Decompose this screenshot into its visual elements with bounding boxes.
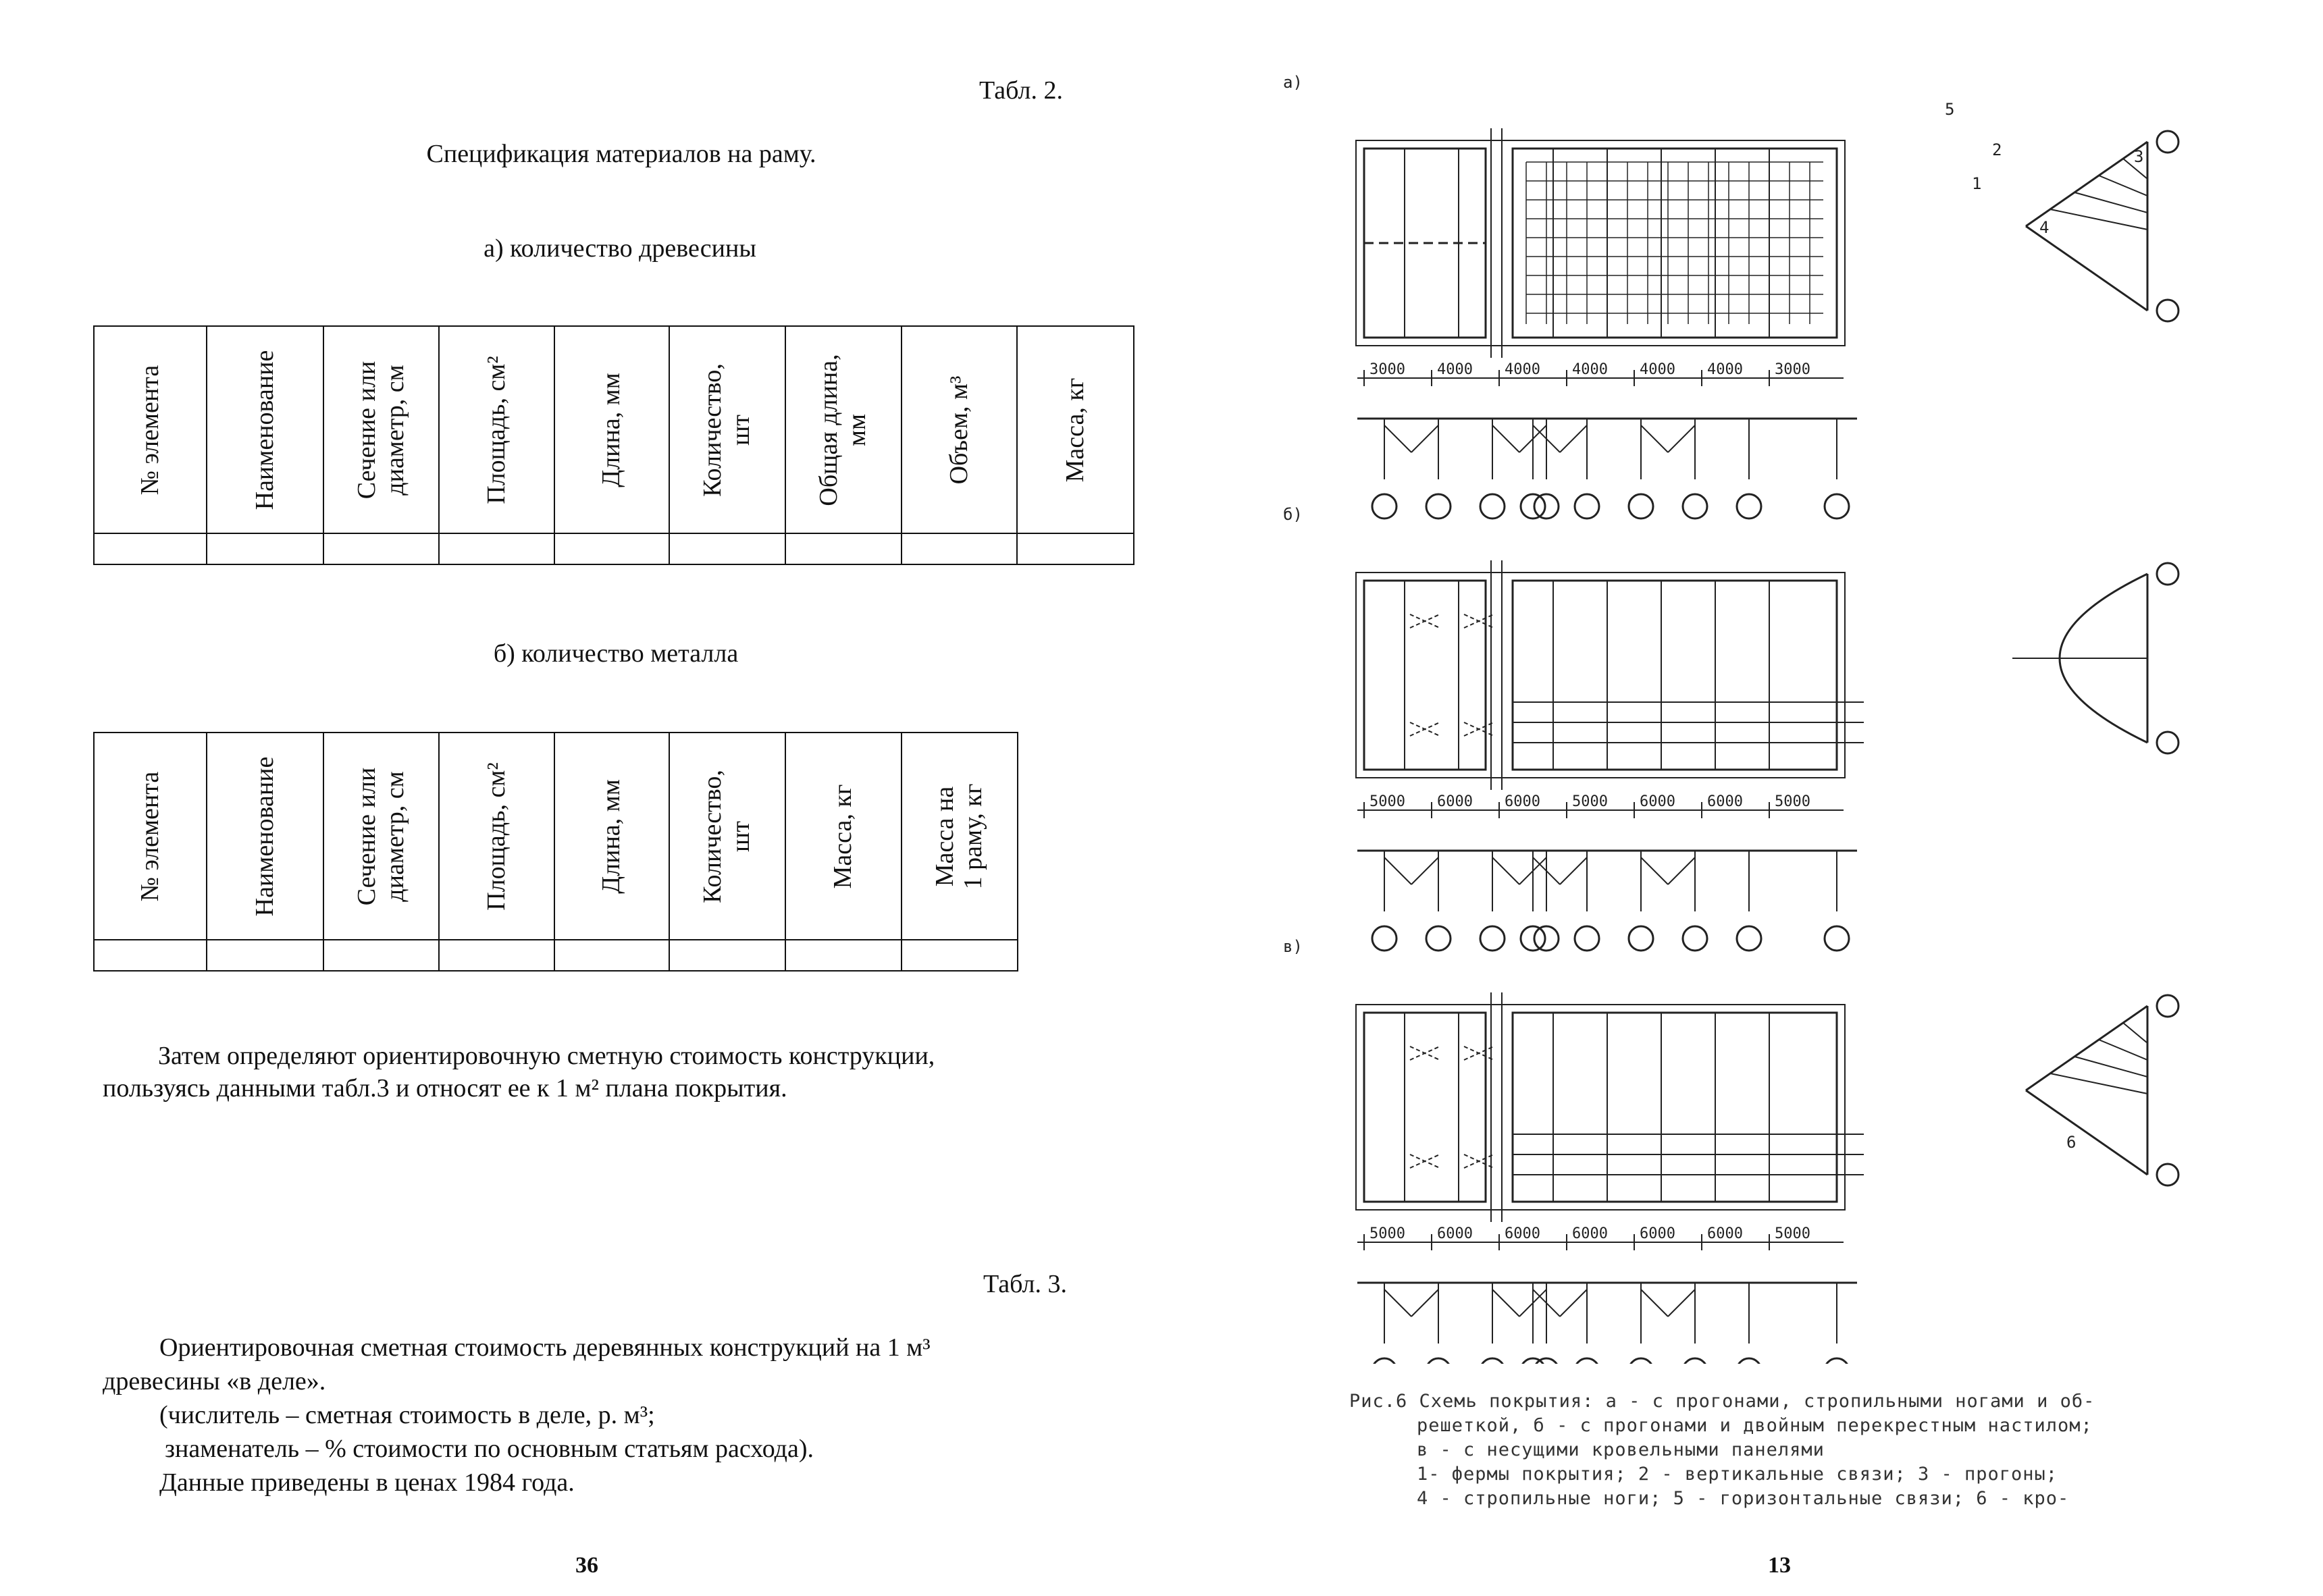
header-cell: Масса, кг: [1017, 326, 1134, 533]
scheme-label: б): [1283, 505, 1303, 524]
metal-spec-table: [93, 732, 1018, 972]
truss-member: [1411, 857, 1438, 884]
scheme-label: в): [1283, 937, 1303, 956]
truss-member: [1560, 857, 1587, 884]
paragraph-line-3: (числитель – сметная стоимость в деле, р. м³;: [159, 1401, 655, 1429]
support-circle: [1534, 926, 1559, 951]
header-cell: Масса на 1 раму, кг: [902, 733, 1018, 940]
plan-right-half: [1513, 581, 1837, 770]
plan-outline: [1356, 1005, 1845, 1210]
support-circle: [1825, 1358, 1849, 1364]
support-circle: [1737, 1358, 1761, 1364]
support-circle: [1480, 1358, 1505, 1364]
dimension-label: 4000: [1640, 361, 1675, 378]
section-rafter: [2026, 1090, 2147, 1175]
figure-caption-line-5: 4 - стропильные ноги; 5 - горизонтальные связи; 6 - кро-: [1417, 1488, 2070, 1509]
dimension-label: 6000: [1640, 793, 1675, 810]
dimension-label: 4000: [1505, 361, 1540, 378]
support-circle: [1372, 494, 1397, 518]
dimension-label: 5000: [1775, 1225, 1810, 1242]
figure-caption-line-2: решеткой, б - с прогонами и двойным перекрестным настилом;: [1417, 1415, 2093, 1436]
paragraph-line-1: Ориентировочная сметная стоимость деревянных конструкций на 1 м³: [159, 1333, 931, 1362]
section-support-circle: [2157, 300, 2178, 321]
truss-member: [1641, 1289, 1668, 1316]
paragraph-line-4: знаменатель – % стоимости по основным статьям расхода).: [165, 1435, 814, 1463]
paragraph-cost: Затем определяют ориентировочную сметную стоимость конструкции, пользуясь данными табл.3 и относят ее к 1 м² плана покрытия.: [103, 1042, 935, 1102]
section-support-circle: [2157, 732, 2178, 753]
wood-spec-table: [93, 325, 1134, 565]
dimension-label: 4000: [1707, 361, 1743, 378]
paragraph-line-2: древесины «в деле».: [103, 1367, 326, 1395]
scheme-label: а): [1283, 73, 1303, 92]
plan-outline: [1356, 573, 1845, 778]
section-b-heading: б) количество металла: [493, 639, 739, 668]
dimension-label: 6000: [1505, 1225, 1540, 1242]
page-number-left: 36: [575, 1553, 598, 1578]
section-lattice: [2099, 176, 2147, 196]
section-rafter: [2026, 142, 2147, 226]
table2-label: Табл. 2.: [979, 76, 1063, 105]
header-cell: Наименование: [207, 326, 323, 533]
section-lattice: [2074, 1057, 2147, 1077]
truss-member: [1641, 857, 1668, 884]
support-circle: [1683, 494, 1707, 518]
support-circle: [1629, 926, 1653, 951]
support-circle: [1737, 494, 1761, 518]
spec-title: Спецификация материалов на раму.: [426, 140, 816, 168]
support-circle: [1683, 926, 1707, 951]
support-circle: [1575, 926, 1599, 951]
section-support-circle: [2157, 1164, 2178, 1186]
truss-member: [1411, 1289, 1438, 1316]
truss-member: [1641, 425, 1668, 452]
support-circle: [1825, 926, 1849, 951]
section-lattice: [2074, 192, 2147, 213]
callout-number: 6: [2066, 1133, 2077, 1152]
header-cell: Длина, мм: [554, 733, 669, 940]
section-lattice: [2050, 209, 2147, 230]
header-cell: Масса, кг: [785, 733, 902, 940]
truss-member: [1411, 425, 1438, 452]
callout-number: 4: [2039, 218, 2050, 237]
support-circle: [1426, 494, 1451, 518]
dimension-label: 6000: [1437, 793, 1473, 810]
support-circle: [1480, 926, 1505, 951]
header-cell: Наименование: [207, 733, 323, 940]
truss-member: [1668, 425, 1695, 452]
header-cell: Количество, шт: [669, 733, 785, 940]
truss-member: [1668, 1289, 1695, 1316]
dimension-label: 4000: [1437, 361, 1473, 378]
support-circle: [1372, 926, 1397, 951]
support-circle: [1629, 1358, 1653, 1364]
support-circle: [1575, 1358, 1599, 1364]
plan-right-half: [1513, 149, 1837, 338]
callout-number: 2: [1992, 140, 2002, 159]
support-circle: [1426, 1358, 1451, 1364]
header-cell: Сечение или диаметр, см: [323, 733, 439, 940]
table-row: [94, 940, 1018, 971]
support-circle: [1683, 1358, 1707, 1364]
dimension-label: 4000: [1572, 361, 1608, 378]
figure-caption-line-3: в - с несущими кровельными панелями: [1417, 1439, 1825, 1460]
support-circle: [1372, 1358, 1397, 1364]
section-support-circle: [2157, 563, 2178, 585]
truss-member: [1492, 425, 1519, 452]
dimension-label: 6000: [1640, 1225, 1675, 1242]
truss-member: [1492, 857, 1519, 884]
dimension-label: 6000: [1437, 1225, 1473, 1242]
truss-member: [1384, 1289, 1411, 1316]
dimension-label: 6000: [1505, 793, 1540, 810]
dimension-label: 6000: [1572, 1225, 1608, 1242]
support-circle: [1629, 494, 1653, 518]
header-cell: № элемента: [94, 326, 207, 533]
figure-caption-line-4: 1- фермы покрытия; 2 - вертикальные связи; 3 - прогоны;: [1417, 1464, 2058, 1485]
header-cell: Площадь, см²: [439, 733, 554, 940]
header-cell: Общая длина, мм: [785, 326, 902, 533]
plan-left-half: [1364, 1013, 1486, 1202]
dimension-label: 6000: [1707, 793, 1743, 810]
section-support-circle: [2157, 131, 2178, 153]
callout-number: 5: [1945, 100, 1955, 119]
table-row: [94, 533, 1134, 564]
callout-number: 1: [1972, 174, 1982, 193]
support-circle: [1426, 926, 1451, 951]
table-header-row: [94, 326, 1134, 533]
section-rafter: [2026, 226, 2147, 311]
truss-member: [1384, 857, 1411, 884]
truss-member: [1668, 857, 1695, 884]
support-circle: [1575, 494, 1599, 518]
header-cell: Сечение или диаметр, см: [323, 326, 439, 533]
dimension-label: 5000: [1572, 793, 1608, 810]
header-cell: Количество, шт: [669, 326, 785, 533]
support-circle: [1534, 494, 1559, 518]
table-header-row: [94, 733, 1018, 940]
page-number-right: 13: [1768, 1553, 1791, 1578]
paragraph-line-5: Данные приведены в ценах 1984 года.: [159, 1468, 575, 1497]
header-cell: Длина, мм: [554, 326, 669, 533]
header-cell: № элемента: [94, 733, 207, 940]
section-lattice: [2099, 1040, 2147, 1060]
truss-member: [1560, 425, 1587, 452]
plan-right-half: [1513, 1013, 1837, 1202]
dimension-label: 5000: [1369, 1225, 1405, 1242]
section-lattice: [2050, 1073, 2147, 1094]
truss-member: [1492, 1289, 1519, 1316]
plan-left-half: [1364, 581, 1486, 770]
dimension-label: 3000: [1775, 361, 1810, 378]
dimension-label: 3000: [1369, 361, 1405, 378]
support-circle: [1521, 926, 1545, 951]
dimension-label: 6000: [1707, 1225, 1743, 1242]
callout-number: 3: [2134, 147, 2144, 166]
dimension-label: 5000: [1369, 793, 1405, 810]
dimension-label: 5000: [1775, 793, 1810, 810]
support-circle: [1737, 926, 1761, 951]
truss-member: [1384, 425, 1411, 452]
support-circle: [1521, 494, 1545, 518]
header-cell: Площадь, см²: [439, 326, 554, 533]
section-support-circle: [2157, 995, 2178, 1017]
table3-label: Табл. 3.: [983, 1270, 1067, 1298]
truss-member: [1560, 1289, 1587, 1316]
section-rafter: [2026, 1006, 2147, 1090]
roof-scheme-drawing: [1283, 68, 2255, 1364]
support-circle: [1480, 494, 1505, 518]
section-a-heading: а) количество древесины: [484, 234, 756, 263]
support-circle: [1825, 494, 1849, 518]
section-lattice: [2123, 1023, 2147, 1043]
header-cell: Объем, м³: [902, 326, 1017, 533]
figure-caption-line-1: Рис.6 Схемь покрытия: а - с прогонами, стропильными ногами и об-: [1349, 1391, 2095, 1412]
